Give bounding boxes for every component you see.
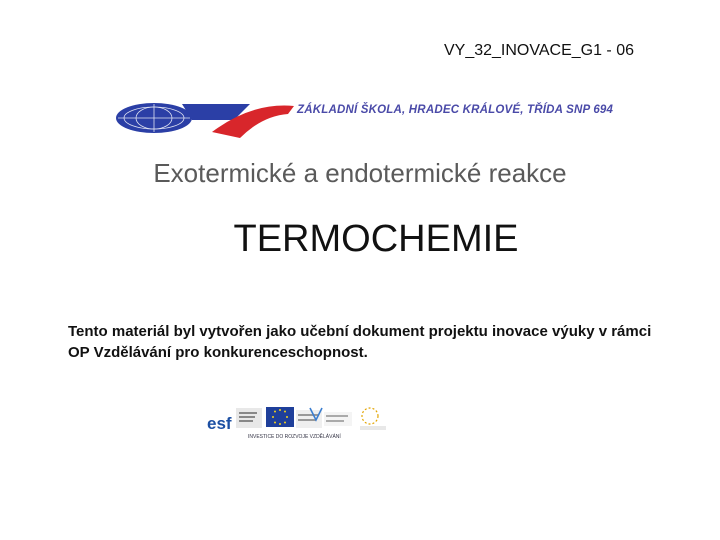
school-name: ZÁKLADNÍ ŠKOLA, HRADEC KRÁLOVÉ, TŘÍDA SNP 694: [297, 104, 614, 116]
project-note: Tento materiál byl vytvořen jako učební dokument projektu inovace výuky v rámci OP Vzdělávání pro konkurenceschopnost.: [68, 323, 652, 361]
esf-mark: esf: [207, 414, 232, 433]
op-logo-icon: [362, 408, 378, 424]
document-code: VY_32_INOVACE_G1 - 06: [443, 42, 634, 59]
slide-subtitle: Exotermické a endotermické reakce: [153, 158, 567, 188]
eu-caption: INVESTICE DO ROZVOJE VZDĚLÁVÁNÍ: [248, 434, 341, 440]
slide-title: TERMOCHEMIE: [233, 218, 519, 260]
